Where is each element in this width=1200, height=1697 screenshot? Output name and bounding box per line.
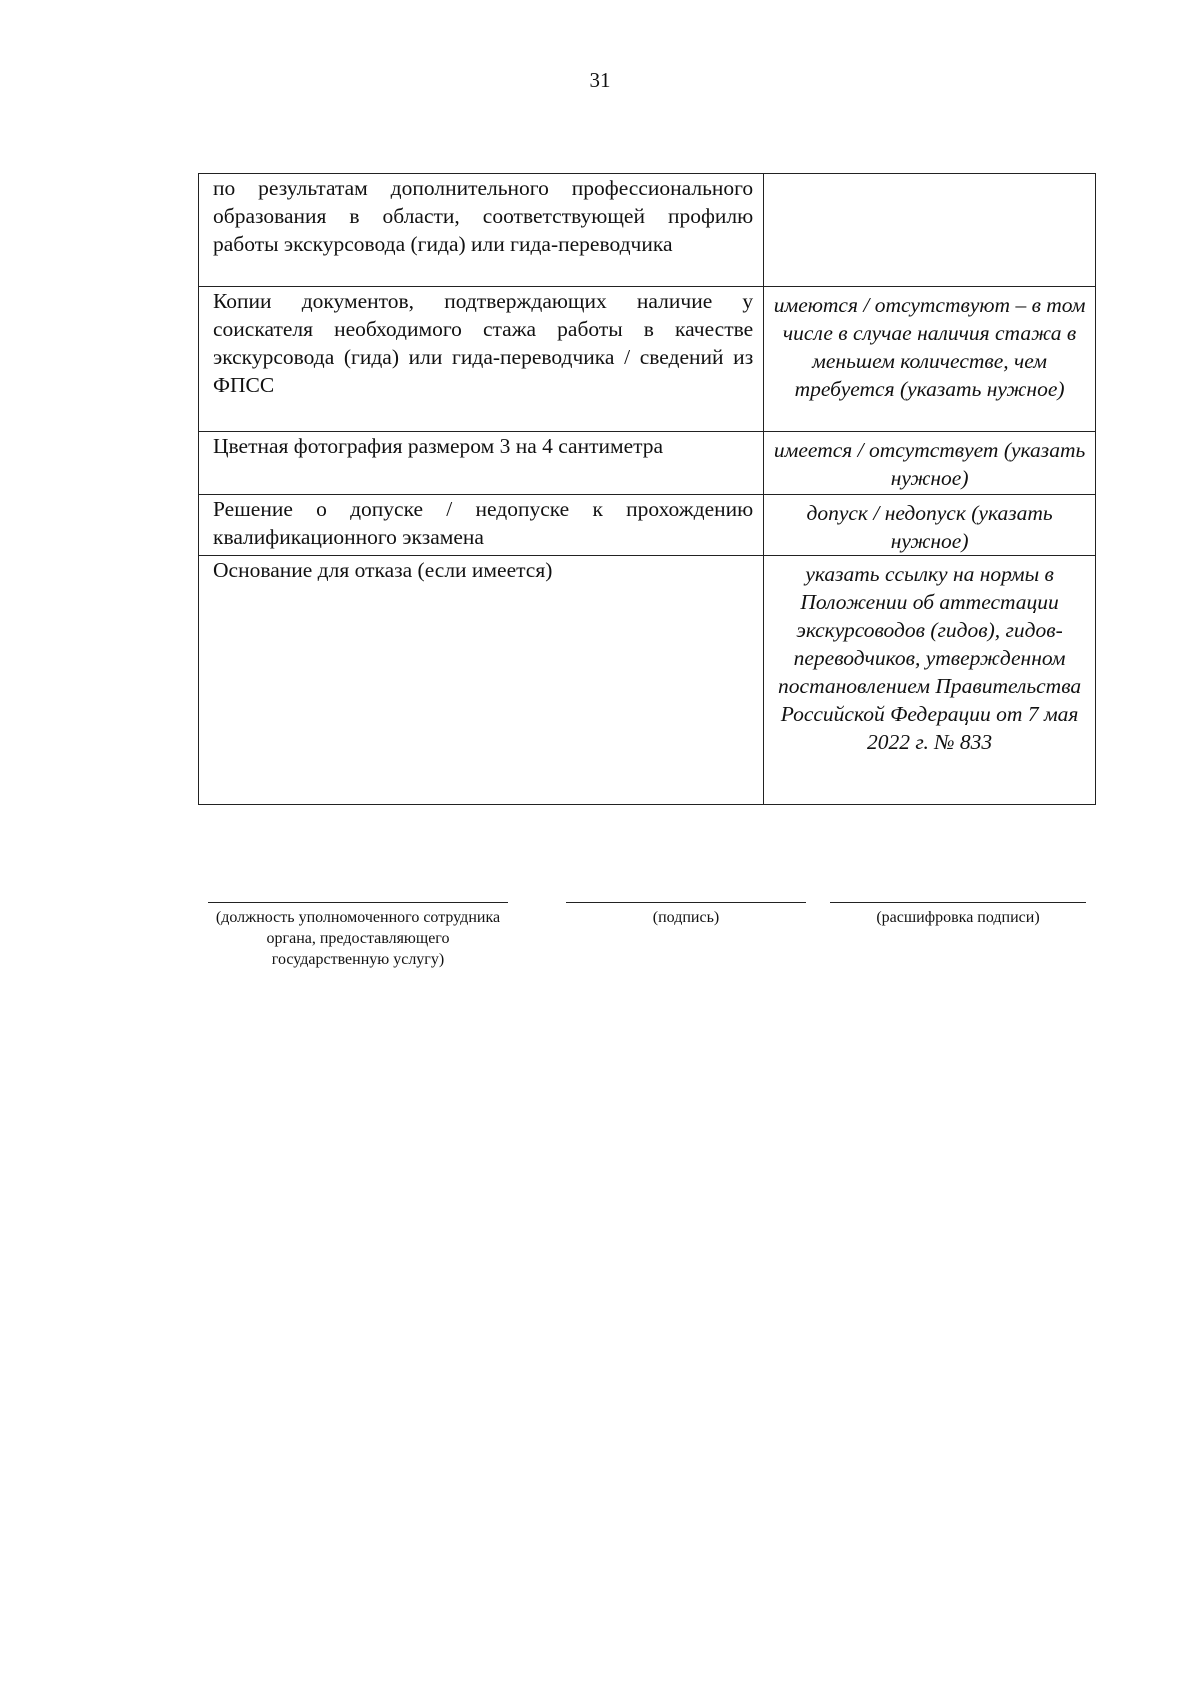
- row-status-cell: указать ссылку на нормы в Положении об аттестации экскурсоводов (гидов), гидов-переводчиков, утвержденном постановлением Правительства Российской Федерации от 7 мая 2022 г. № 833: [764, 556, 1096, 805]
- row-description-cell: Цветная фотография размером 3 на 4 сантиметра: [199, 432, 764, 495]
- table-row: [199, 556, 1096, 805]
- row-description-cell: Основание для отказа (если имеется): [199, 556, 764, 805]
- signature-field: [566, 902, 806, 928]
- page-number: 31: [589, 68, 611, 92]
- signature-decode-field: [830, 902, 1086, 928]
- row-description-cell: Решение о допуске / недопуске к прохождению квалификационного экзамена: [199, 495, 764, 556]
- position-caption: (должность уполномоченного сотрудника органа, предоставляющего государственную услугу): [215, 909, 501, 968]
- row-status-cell: имеются / отсутствуют – в том числе в случае наличия стажа в меньшем количестве, чем требуется (указать нужное): [764, 287, 1096, 432]
- signature-decode-caption: (расшифровка подписи): [876, 909, 1040, 926]
- row-status-cell: допуск / недопуск (указать нужное): [764, 495, 1096, 556]
- row-description-cell: по результатам дополнительного профессионального образования в области, соответствующей профилю работы экскурсовода (гида) или гида-переводчика: [199, 174, 764, 287]
- row-status-cell: [764, 174, 1096, 287]
- signature-block: [0, 902, 1200, 982]
- table-row: [199, 174, 1096, 287]
- signature-decode-line: [830, 902, 1086, 903]
- signature-line: [566, 902, 806, 903]
- signature-caption: (подпись): [652, 909, 720, 926]
- table-row: [199, 432, 1096, 495]
- row-status-cell: имеется / отсутствует (указать нужное): [764, 432, 1096, 495]
- position-signature-line: [208, 902, 508, 903]
- position-signature-field: [208, 902, 508, 970]
- row-description-cell: Копии документов, подтверждающих наличие у соискателя необходимого стажа работы в качестве экскурсовода (гида) или гида-переводчика / сведений из ФПСС: [199, 287, 764, 432]
- application-form-table: [198, 173, 1096, 805]
- table-row: [199, 287, 1096, 432]
- table-row: [199, 495, 1096, 556]
